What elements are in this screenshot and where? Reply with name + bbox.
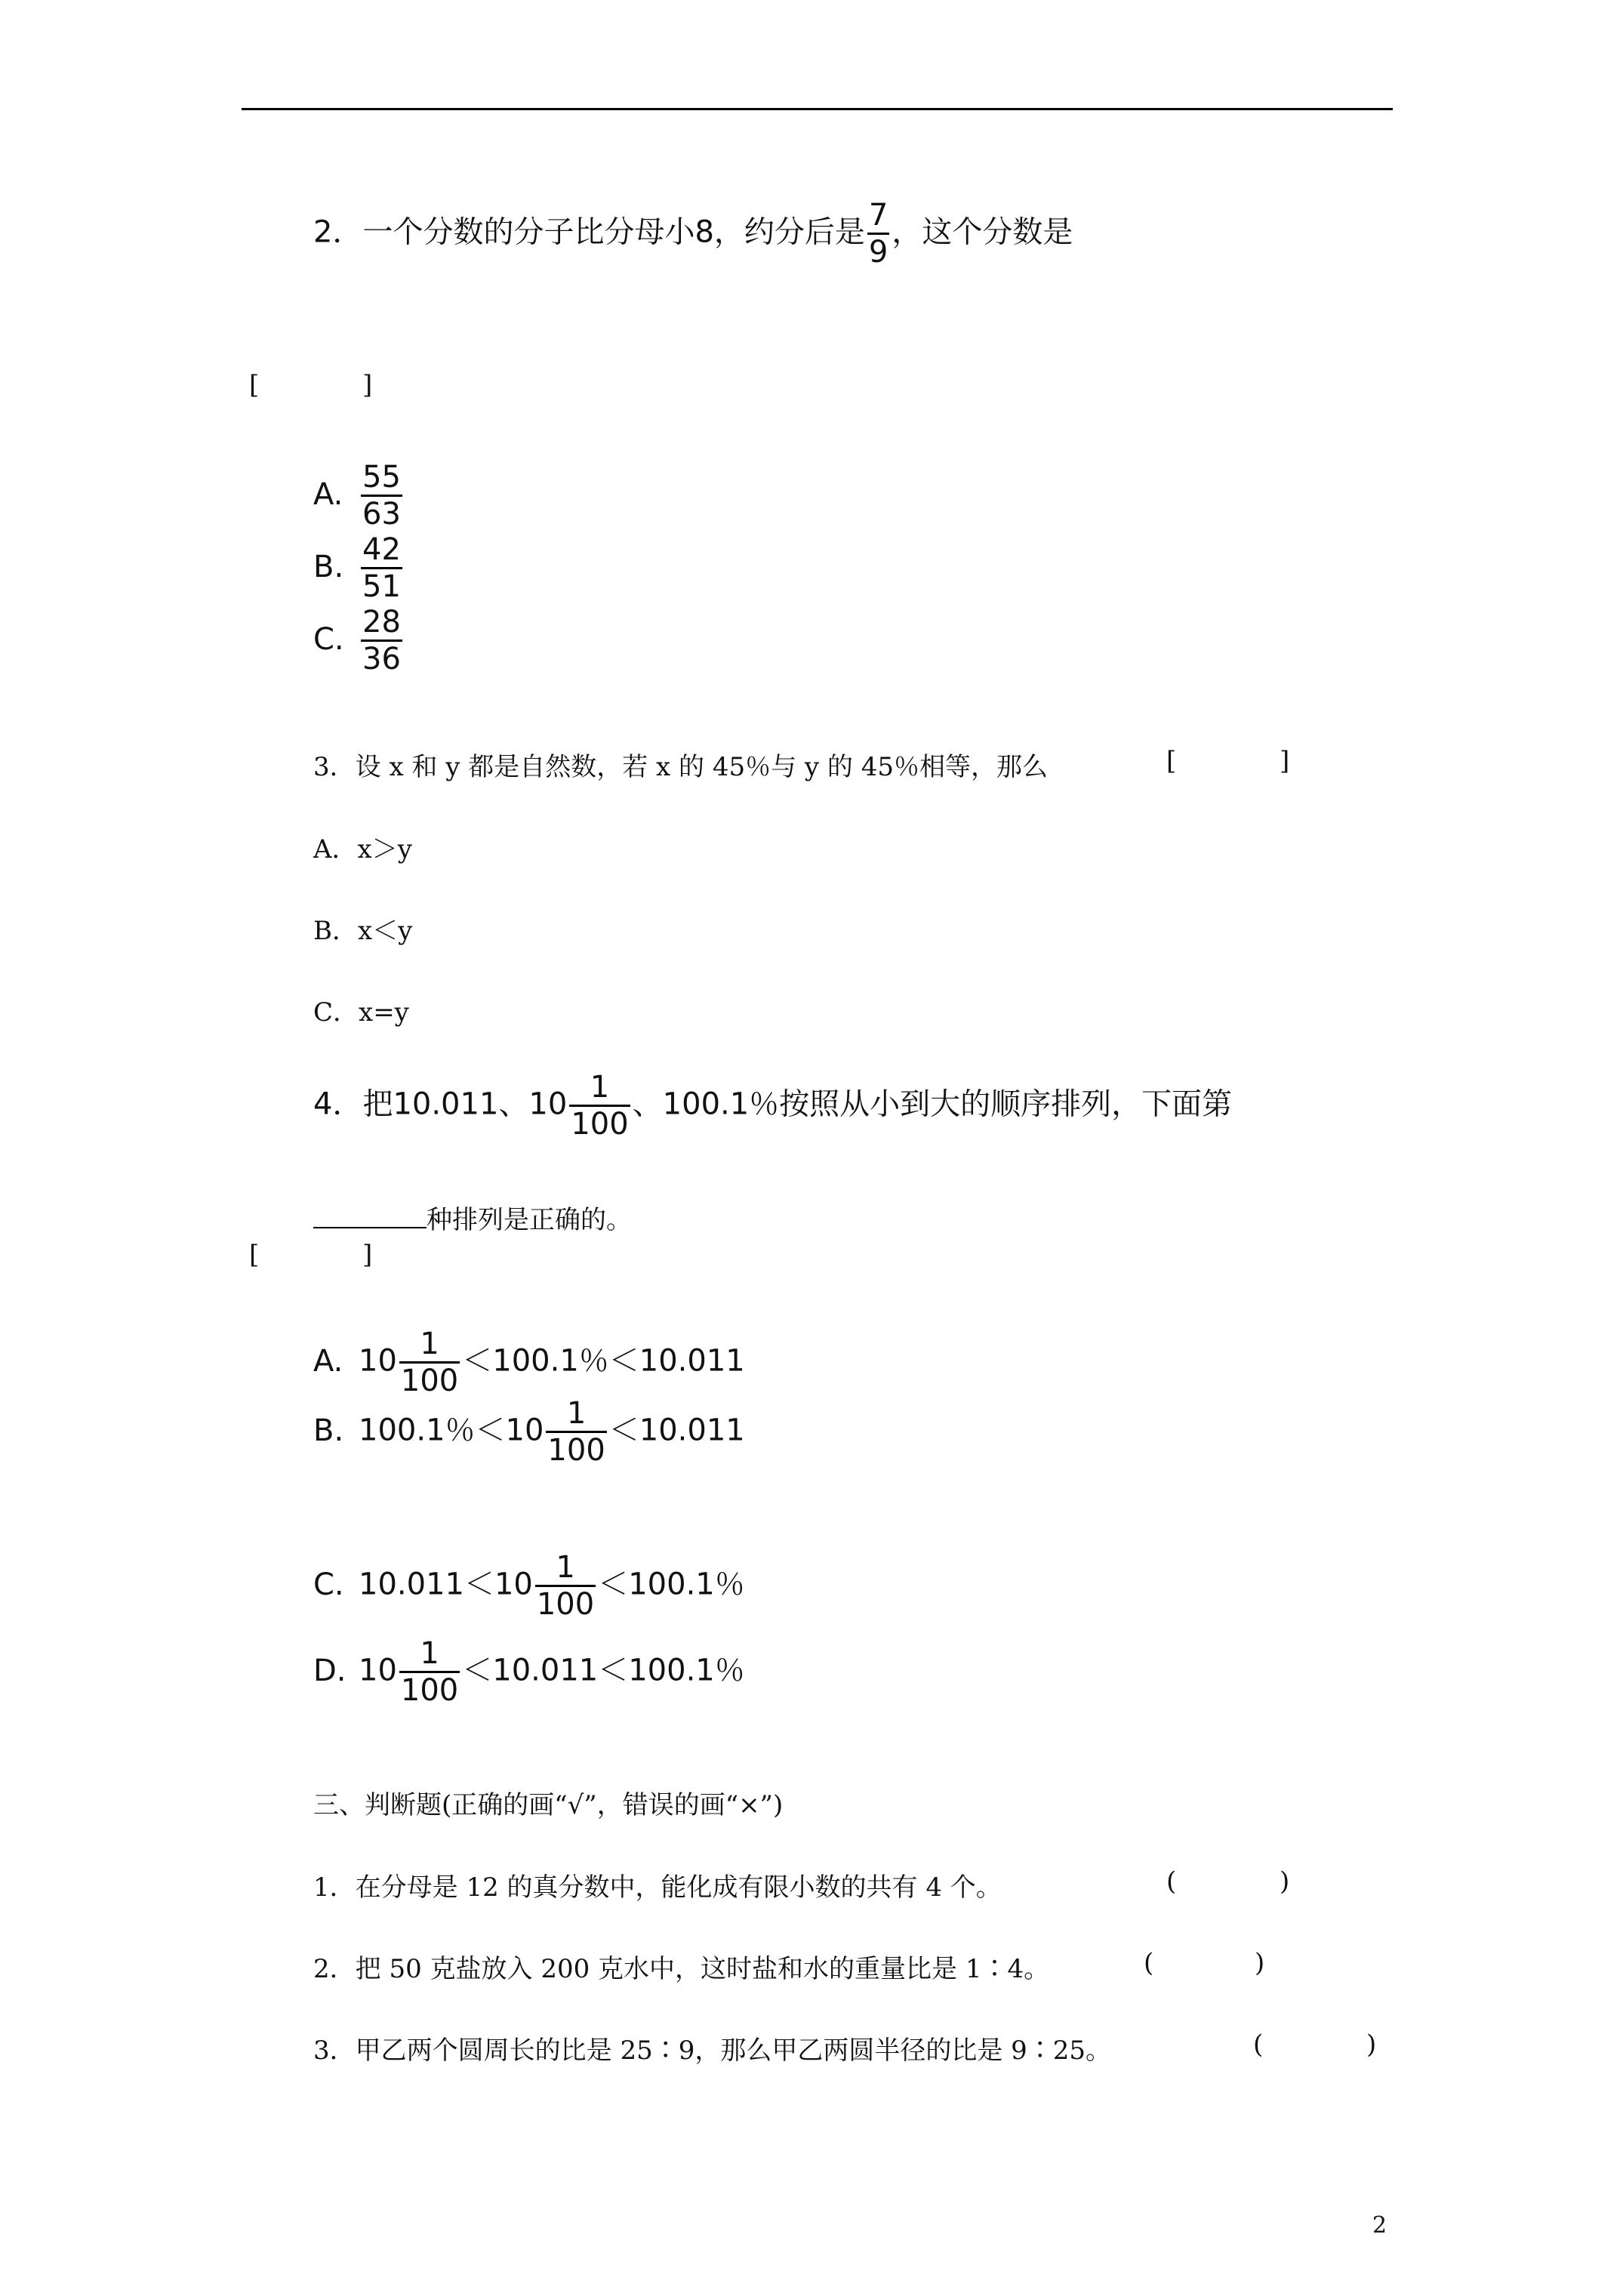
option-label: C. <box>313 1567 344 1602</box>
option-rest: ＜100.1％ <box>598 1567 745 1602</box>
q4-option-d[interactable] <box>313 1638 745 1706</box>
option-frac-den: 51 <box>361 567 402 602</box>
q3-option-c[interactable]: C．x=y <box>313 997 409 1028</box>
option-int: 10 <box>359 1653 397 1688</box>
header-rule <box>242 108 1393 110</box>
option-frac-den: 36 <box>361 639 402 674</box>
q4-option-c[interactable] <box>313 1552 745 1620</box>
option-label: B. <box>313 1413 344 1448</box>
option-frac-num: 55 <box>362 460 401 495</box>
q4-option-a[interactable] <box>313 1329 745 1396</box>
tf-item-2-open[interactable]: ( <box>1144 1948 1154 1978</box>
tf-item-3-close: ) <box>1366 2029 1377 2060</box>
q2-option-c[interactable] <box>313 607 405 674</box>
option-label: A. <box>313 1343 343 1379</box>
q2-prefix: 2．一个分数的分子比分母小8，约分后是 <box>313 214 865 250</box>
q3-bracket-close: ] <box>1280 746 1290 776</box>
q4-line2 <box>313 1199 632 1236</box>
tf-item-3-open[interactable]: ( <box>1253 2029 1264 2060</box>
q2-option-b[interactable] <box>313 532 405 604</box>
q2-fraction <box>867 198 889 270</box>
option-int: 10 <box>359 1343 397 1379</box>
q3-option-b[interactable]: B．x＜y <box>313 916 413 946</box>
q4-bracket-open: [ <box>249 1240 260 1270</box>
q2-bracket-close: ] <box>362 370 373 400</box>
option-frac-den: 100 <box>399 1671 460 1706</box>
tf-item-3: 3．甲乙两个圆周长的比是 25∶9，那么甲乙两圆半径的比是 9∶25。 <box>313 2036 1112 2066</box>
answer-blank[interactable] <box>313 1204 427 1228</box>
tf-item-2-close: ) <box>1255 1948 1265 1978</box>
section3-heading: 三、判断题(正确的画“√”，错误的画“×”) <box>313 1790 784 1820</box>
q2-option-a[interactable] <box>313 460 405 532</box>
q3-option-a[interactable]: A．x＞y <box>313 834 412 864</box>
q2-suffix: ，这个分数是 <box>892 214 1073 250</box>
q4-stem <box>313 1070 1233 1142</box>
tf-item-1: 1．在分母是 12 的真分数中，能化成有限小数的共有 4 个。 <box>313 1872 1002 1903</box>
option-frac-num: 42 <box>362 532 401 567</box>
option-frac-den: 100 <box>399 1361 460 1396</box>
q4-part2: 、100.1％按照从小到大的顺序排列，下面第 <box>632 1086 1233 1122</box>
option-frac-num: 1 <box>556 1550 575 1585</box>
q4-frac-den: 100 <box>569 1105 630 1139</box>
option-frac-num: 1 <box>420 1327 439 1361</box>
q4-frac-num: 1 <box>590 1070 610 1105</box>
q2-bracket-open: [ <box>249 370 260 400</box>
tf-item-1-close: ) <box>1280 1866 1290 1897</box>
option-rest: ＜10.011＜100.1％ <box>462 1653 745 1688</box>
q2-frac-den: 9 <box>867 233 889 267</box>
q4-option-b[interactable] <box>313 1396 745 1468</box>
option-frac-den: 63 <box>361 495 402 529</box>
option-frac-num: 28 <box>362 605 401 639</box>
tf-item-1-open[interactable]: ( <box>1166 1866 1177 1897</box>
option-frac-den: 100 <box>546 1431 606 1465</box>
tf-item-2: 2．把 50 克盐放入 200 克水中，这时盐和水的重量比是 1∶4。 <box>313 1954 1050 1984</box>
q2-frac-num: 7 <box>868 198 888 233</box>
option-pre: 100.1％＜10 <box>359 1413 544 1448</box>
option-frac-num: 1 <box>420 1636 439 1671</box>
q4-line2-text: 种排列是正确的。 <box>427 1205 632 1235</box>
q2-stem <box>313 198 1073 270</box>
option-rest: ＜100.1％＜10.011 <box>462 1343 745 1379</box>
q4-fraction <box>569 1070 630 1142</box>
q4-bracket-close: ] <box>362 1240 373 1270</box>
option-pre: 10.011＜10 <box>359 1567 533 1602</box>
option-frac-den: 100 <box>535 1585 596 1620</box>
q4-part1: 4．把10.011、10 <box>313 1086 568 1122</box>
option-label: D. <box>313 1653 346 1688</box>
option-label: B. <box>313 549 344 584</box>
q3-stem: 3．设 x 和 y 都是自然数，若 x 的 45％与 y 的 45％相等，那么 <box>313 752 1048 782</box>
page-number: 2 <box>1372 2212 1387 2239</box>
option-frac-num: 1 <box>566 1396 587 1431</box>
option-rest: ＜10.011 <box>608 1413 745 1448</box>
option-label: A. <box>313 476 343 512</box>
option-label: C. <box>313 621 344 657</box>
q3-bracket-open: [ <box>1166 746 1177 776</box>
